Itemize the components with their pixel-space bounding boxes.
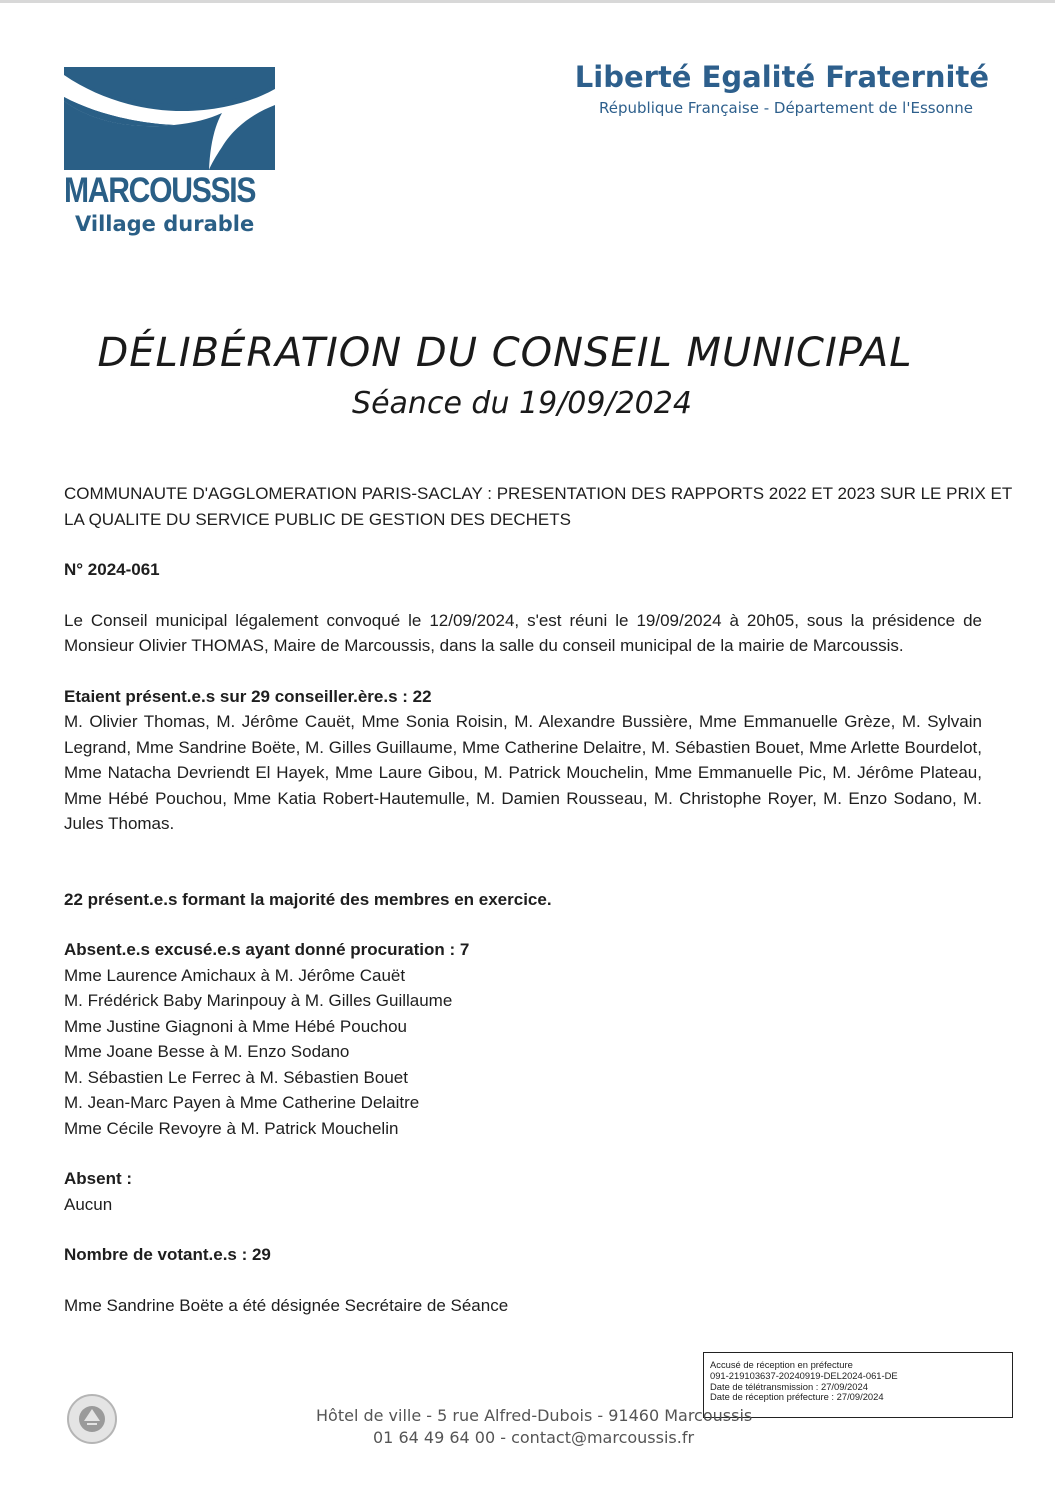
subject-line-2: LA QUALITE DU SERVICE PUBLIC DE GESTION DES DECHETS	[64, 509, 571, 529]
proxy-item: Mme Justine Giagnoni à Mme Hébé Pouchou	[64, 1016, 408, 1036]
document-title: DÉLIBÉRATION DU CONSEIL MUNICIPAL	[97, 330, 913, 376]
present-list: M. Olivier Thomas, M. Jérôme Cauët, Mme Sonia Roisin, M. Alexandre Bussière, Mme Emmanuelle Grèze, M. Sylvain Legrand, Mme Sandrine Boëte, M. Gilles Guillaume, Mme Catherine Delaitre, M. Sébastien Bouet, Mme Arlette Bourdelot, Mme Natacha Devriendt El Hayek, Mme Laure Gibou, M. Patrick Mouchelin, Mme Emmanuelle Pic, M. Jérôme Plateau, Mme Hébé Pouchou, Mme Katia Robert-Hautemulle, M. Damien Rousseau, M. Christophe Royer, M. Enzo Sodano, M. Jules Thomas.	[64, 712, 982, 833]
recycled-paper-icon	[64, 1391, 120, 1447]
logo-name: MARCOUSSIS	[64, 171, 256, 210]
intro-paragraph: Le Conseil municipal légalement convoqué le 12/09/2024, s'est réuni le 19/09/2024 à 20h05, sous la présidence de Monsieur Olivier THOMAS, Maire de Marcoussis, dans la salle du conseil municipal de la mairie de Marcoussis.	[64, 610, 982, 655]
stamp-line: 091-219103637-20240919-DEL2024-061-DE	[710, 1369, 898, 1381]
proxy-item: M. Frédérick Baby Marinpouy à M. Gilles Guillaume	[64, 991, 453, 1010]
proxy-item: Mme Laurence Amichaux à M. Jérôme Cauët	[64, 965, 406, 985]
deliberation-number: N° 2024-061	[64, 560, 160, 579]
marcoussis-logo	[64, 67, 276, 242]
republic-department: République Française - Département de l'Essonne	[599, 99, 973, 117]
proxy-item: Mme Cécile Revoyre à M. Patrick Mouchelin	[64, 1118, 399, 1138]
stamp-line: Date de réception préfecture : 27/09/2024	[710, 1391, 884, 1403]
proxy-item: M. Sébastien Le Ferrec à M. Sébastien Bouet	[64, 1067, 408, 1087]
footer-contact: 01 64 49 64 00 - contact@marcoussis.fr	[373, 1428, 695, 1447]
secretary-statement: Mme Sandrine Boëte a été désignée Secrétaire de Séance	[64, 1295, 509, 1315]
absent-value: Aucun	[64, 1194, 113, 1214]
session-date: Séance du 19/09/2024	[352, 386, 692, 421]
document-body	[64, 481, 1013, 1318]
proxy-heading: Absent.e.s excusé.e.s ayant donné procuration : 7	[64, 940, 470, 959]
voters-count: Nombre de votant.e.s : 29	[64, 1245, 271, 1264]
wave-logo-icon	[64, 67, 275, 170]
logo-tagline: Village durable	[75, 212, 255, 236]
present-heading: Etaient présent.e.s sur 29 conseiller.ère.s : 22	[64, 686, 432, 706]
absent-heading: Absent :	[64, 1169, 132, 1188]
proxy-item: Mme Joane Besse à M. Enzo Sodano	[64, 1042, 350, 1061]
majority-statement: 22 présent.e.s formant la majorité des membres en exercice.	[64, 889, 552, 909]
republic-motto: Liberté Egalité Fraternité	[574, 60, 989, 94]
top-border	[0, 0, 1055, 3]
footer-address: Hôtel de ville - 5 rue Alfred-Dubois - 91460 Marcoussis	[316, 1406, 753, 1425]
subject-line-1: COMMUNAUTE D'AGGLOMERATION PARIS-SACLAY : PRESENTATION DES RAPPORTS 2022 ET 2023 SUR LE PRIX ET	[64, 484, 1013, 503]
stamp-line: Date de télétransmission : 27/09/2024	[710, 1380, 868, 1392]
stamp-line: Accusé de réception en préfecture	[710, 1359, 853, 1370]
proxy-item: M. Jean-Marc Payen à Mme Catherine Delaitre	[64, 1093, 420, 1112]
